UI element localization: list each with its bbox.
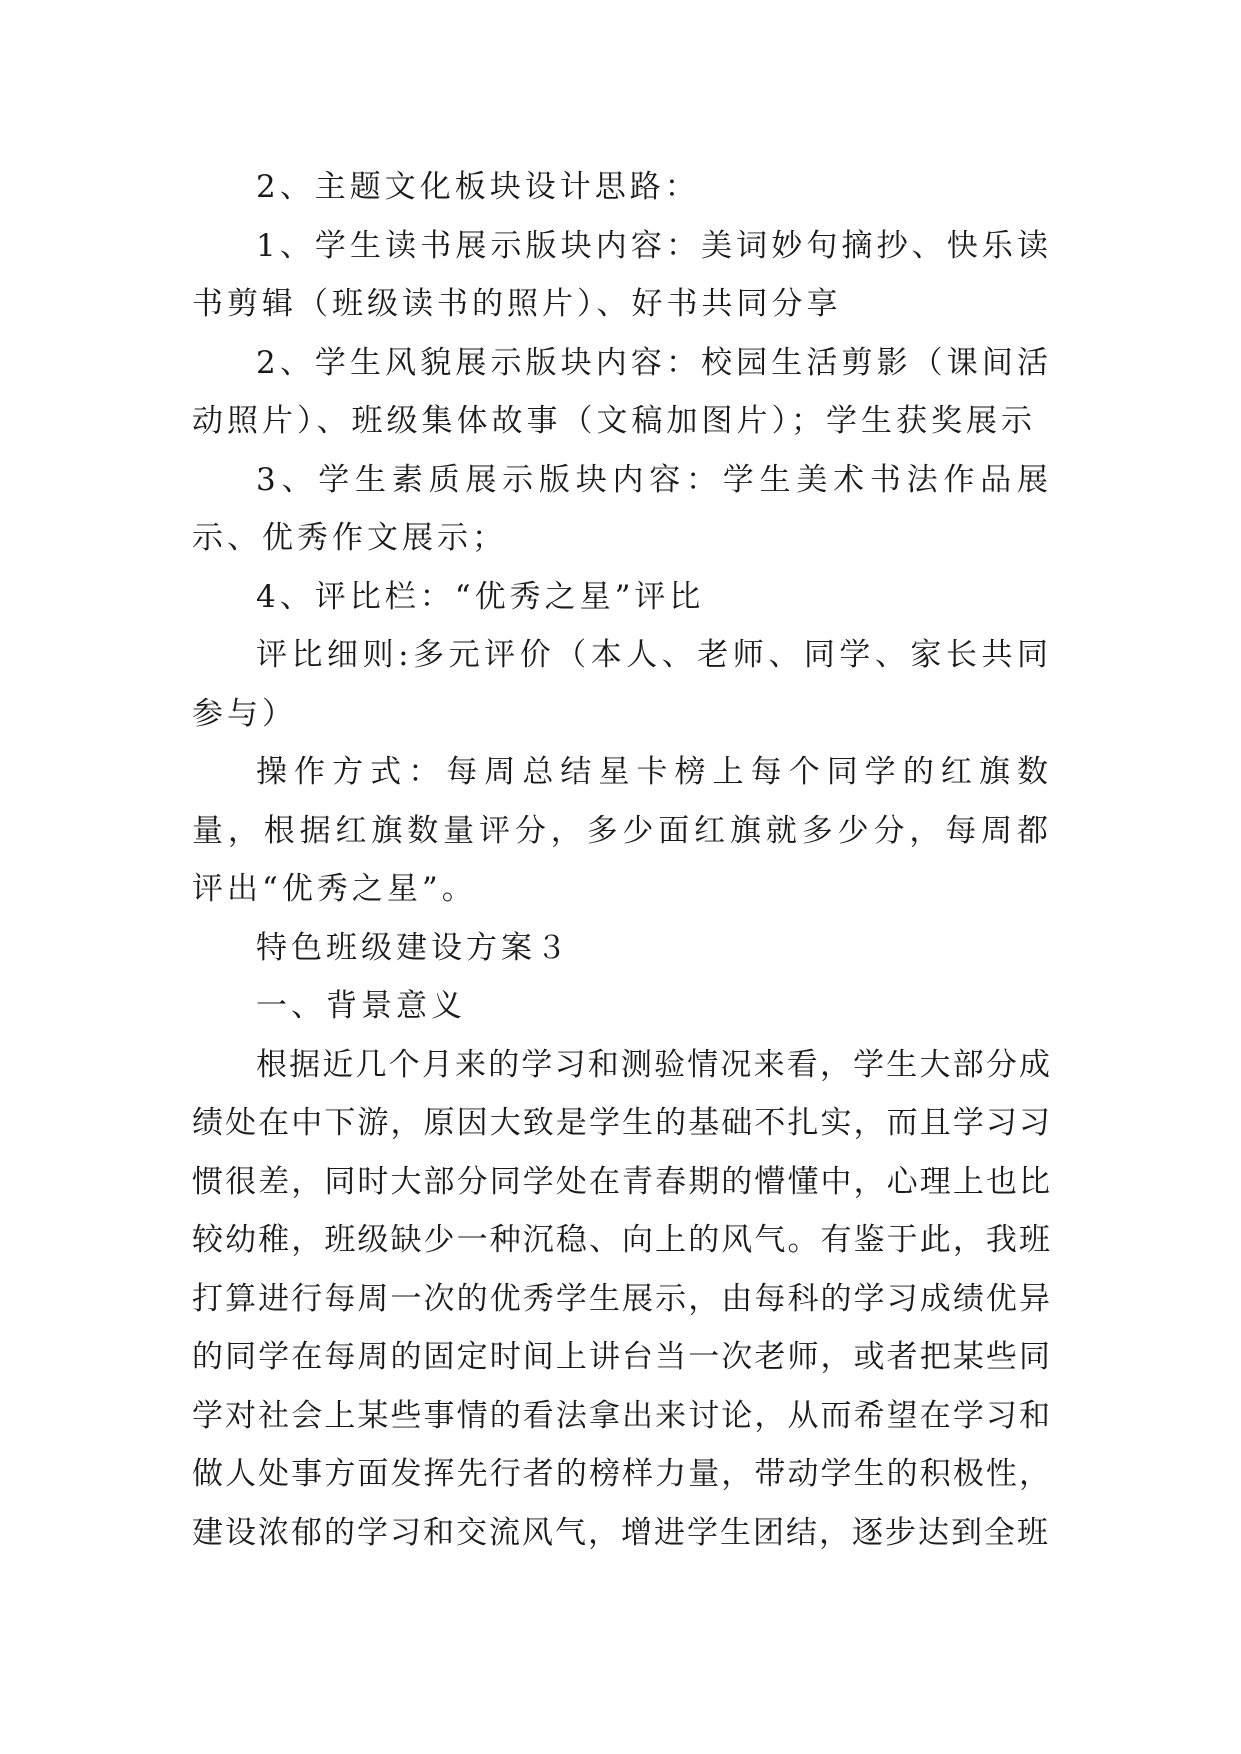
section-heading-theme-design: 2、主题文化板块设计思路：	[256, 169, 700, 205]
operation-method-paragraph: 操作方式：每周总结星卡榜上每个同学的红旗数量，根据红旗数量评分，多少面红旗就多少分，每周都评出“优秀之星”。	[192, 754, 1052, 907]
background-body-paragraph: 根据近几个月来的学习和测验情况来看，学生大部分成绩处在中下游，原因大致是学生的基础不扎实，而且学习习惯很差，同时大部分同学处在青春期的懵懂中，心理上也比较幼稚，班级缺少一种沉稳、向上的风气。有鉴于此，我班打算进行每周一次的优秀学生展示，由每科的学习成绩优异的同学在每周的固定时间上讲台当一次老师，或者把某些同学对社会上某些事情的看法拿出来讨论，从而希望在学习和做人处事方面发挥先行者的榜样力量，带动学生的积极性，建设浓郁的学习和交流风气，增进学生团结，逐步达到全班	[192, 1046, 1052, 1551]
document-body	[192, 158, 1052, 1562]
student-style-board-paragraph: 2、学生风貌展示版块内容：校园生活剪影（课间活动照片）、班级集体故事（文稿加图片）；学生获奖展示	[192, 344, 1052, 439]
reading-board-paragraph: 1、学生读书展示版块内容：美词妙句摘抄、快乐读书剪辑（班级读书的照片）、好书共同分享	[192, 227, 1052, 322]
evaluation-rules-paragraph: 评比细则:多元评价（本人、老师、同学、家长共同参与）	[192, 637, 1052, 732]
plan-title: 特色班级建设方案３	[256, 929, 571, 966]
evaluation-column-paragraph: 4、评比栏：“优秀之星”评比	[256, 578, 705, 615]
background-heading: 一、背景意义	[256, 988, 466, 1024]
student-quality-board-paragraph: 3、学生素质展示版块内容：学生美术书法作品展示、优秀作文展示；	[192, 461, 1052, 556]
